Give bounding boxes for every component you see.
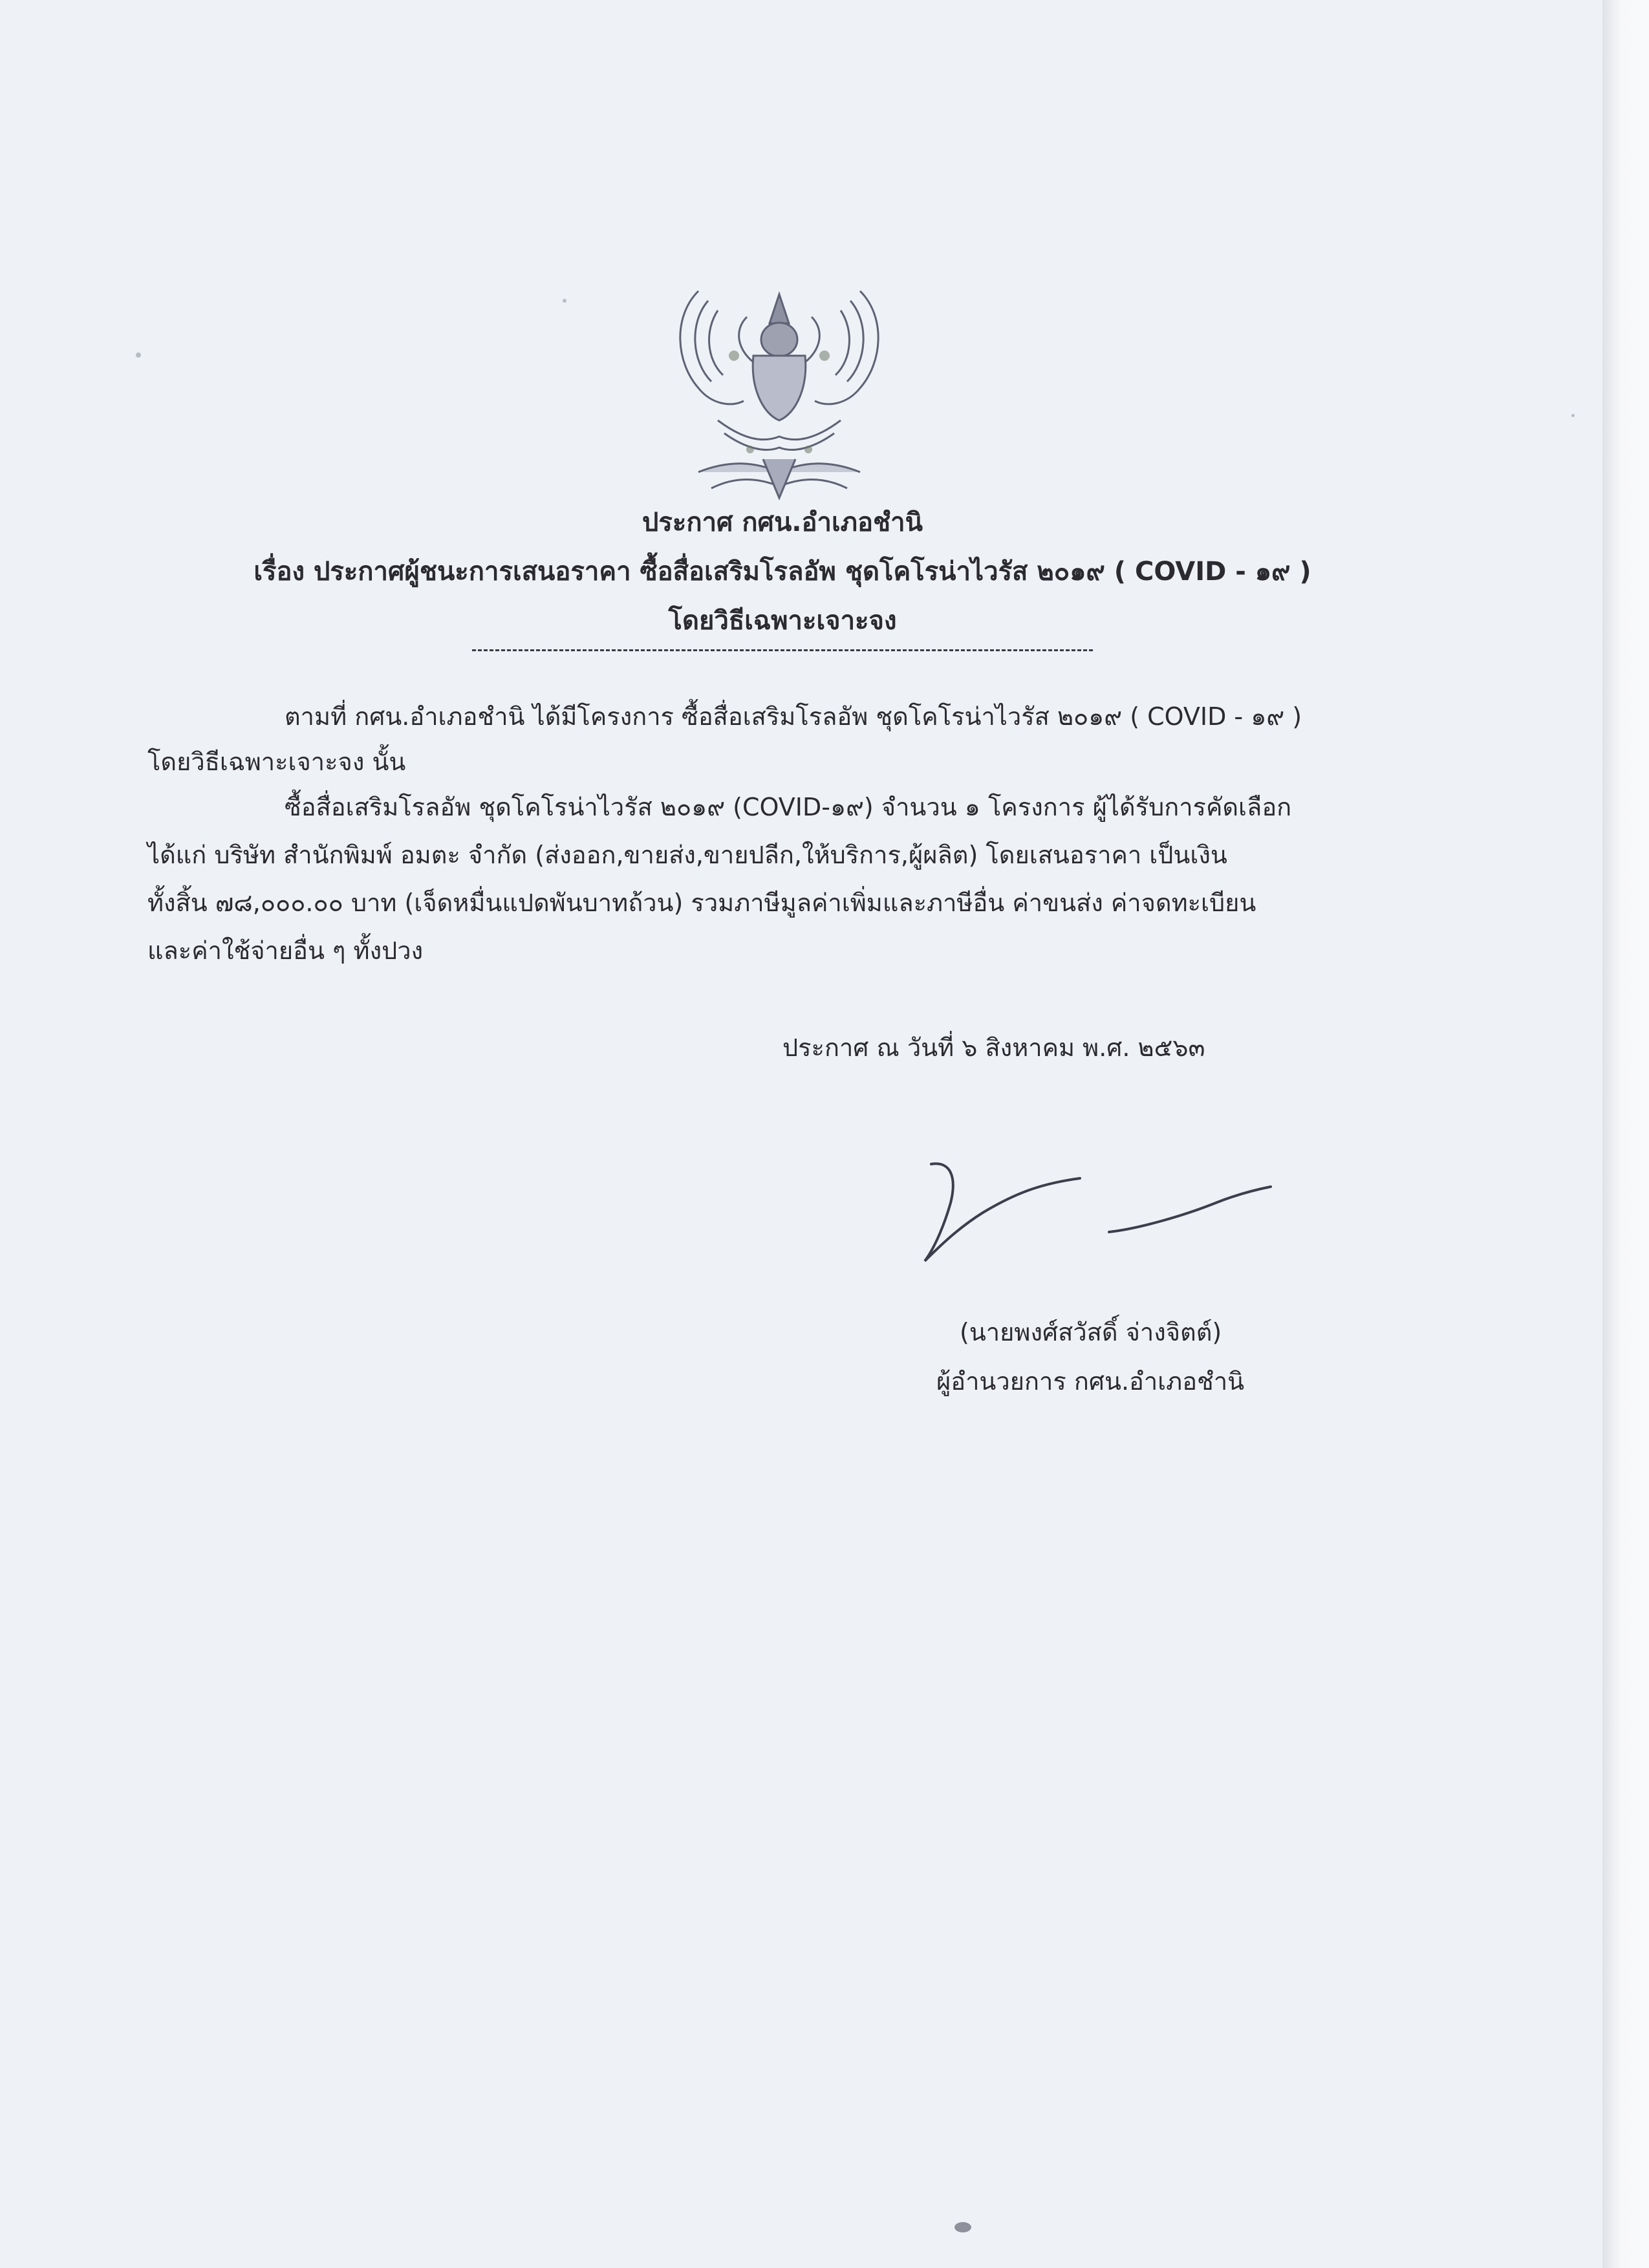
scan-speck xyxy=(1571,414,1575,417)
announce-date: ประกาศ ณ วันที่ ๖ สิงหาคม พ.ศ. ๒๕๖๓ xyxy=(782,1033,1205,1062)
garuda-emblem-icon xyxy=(673,278,886,501)
paragraph2-line1: ซื้อสื่อเสริมโรลอัพ ชุดโคโรน่าไวรัส ๒๐๑๙ (COVID-๑๙) จำนวน ๑ โครงการ ผู้ได้รับการคัดเลือก xyxy=(285,793,1292,821)
paragraph2-line2: ได้แก่ บริษัท สำนักพิมพ์ อมตะ จำกัด (ส่งออก,ขายส่ง,ขายปลีก,ให้บริการ,ผู้ผลิต) โดยเสนอราคา เป็นเงิน xyxy=(147,841,1227,869)
scan-speck xyxy=(136,352,141,358)
scan-speck xyxy=(563,299,566,303)
signer-name: (นายพงศ์สวัสดิ์ จ่างจิตต์) xyxy=(960,1318,1222,1346)
scan-edge xyxy=(1602,0,1649,2268)
handwritten-signature-icon xyxy=(912,1151,1287,1268)
signer-position: ผู้อำนวยการ กศน.อำเภอชำนิ xyxy=(936,1367,1245,1396)
paragraph1-line2: โดยวิธีเฉพาะเจาะจง นั้น xyxy=(147,748,406,776)
scan-speck xyxy=(954,2222,971,2232)
method-line: โดยวิธีเฉพาะเจาะจง xyxy=(668,606,897,636)
paragraph1-line1: ตามที่ กศน.อำเภอชำนิ ได้มีโครงการ ซื้อสื่อเสริมโรลอัพ ชุดโคโรน่าไวรัส ๒๐๑๙ ( COVID - ๑๙ ) xyxy=(285,702,1302,731)
paragraph2-line3: ทั้งสิ้น ๗๘,๐๐๐.๐๐ บาท (เจ็ดหมื่นแปดพันบาทถ้วน) รวมภาษีมูลค่าเพิ่มและภาษีอื่น ค่าขนส่ง ค่าจดทะเบียน xyxy=(147,889,1256,917)
divider xyxy=(472,649,1093,651)
paragraph2-line4: และค่าใช้จ่ายอื่น ๆ ทั้งปวง xyxy=(147,936,424,965)
subject-line: เรื่อง ประกาศผู้ชนะการเสนอราคา ซื้อสื่อเสริมโรลอัพ ชุดโคโรน่าไวรัส ๒๐๑๙ ( COVID - ๑๙ ) xyxy=(253,557,1311,587)
page-title: ประกาศ กศน.อำเภอชำนิ xyxy=(641,508,923,537)
